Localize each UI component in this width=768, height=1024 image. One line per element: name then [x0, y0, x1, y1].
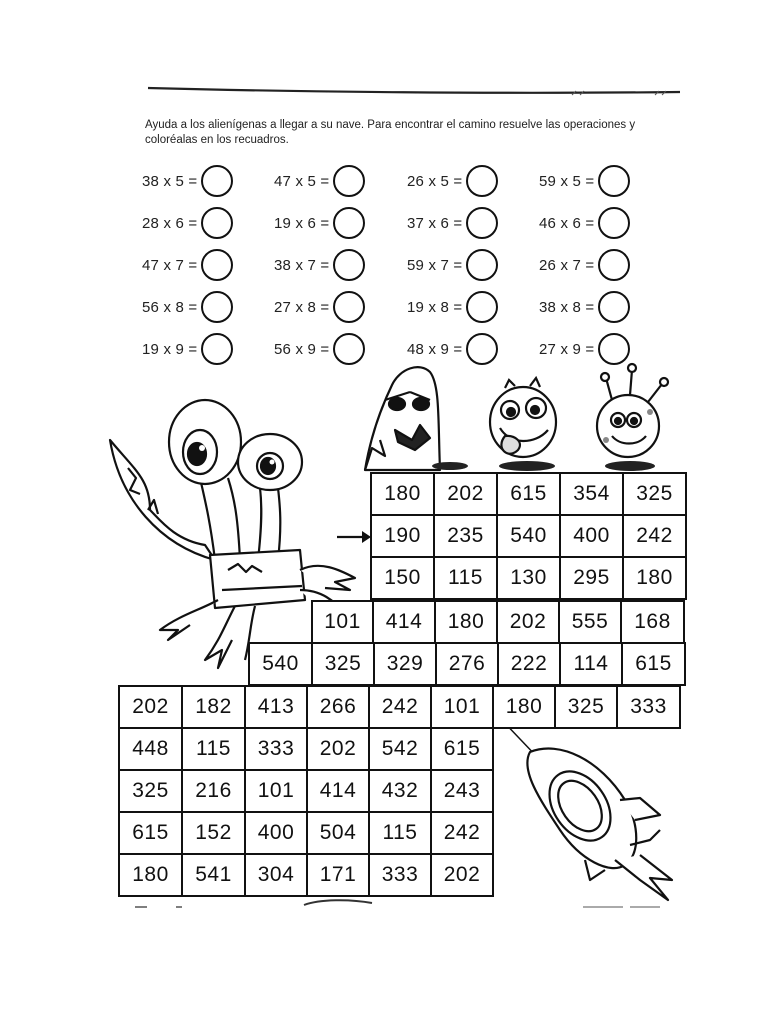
operation-label: 27 x 9 = [539, 340, 595, 358]
grid-cell[interactable]: 333 [244, 727, 308, 771]
grid-cell[interactable]: 115 [368, 811, 432, 855]
grid-cell[interactable]: 242 [368, 685, 432, 729]
tall-alien-icon [365, 367, 468, 470]
grid-cell[interactable]: 333 [616, 685, 681, 729]
grid-cell[interactable]: 115 [181, 727, 246, 771]
operation-label: 47 x 5 = [274, 172, 330, 190]
operation-label: 19 x 9 = [142, 340, 198, 358]
grid-cell[interactable]: 266 [306, 685, 370, 729]
grid-cell[interactable]: 130 [496, 556, 561, 600]
grid-cell[interactable]: 202 [118, 685, 183, 729]
grid-cell[interactable]: 180 [118, 853, 183, 897]
grid-cell[interactable]: 101 [244, 769, 308, 813]
operation-label: 46 x 6 = [539, 214, 595, 232]
grid-cell[interactable]: 242 [622, 514, 687, 558]
grid-cell[interactable]: 432 [368, 769, 432, 813]
grid-cell[interactable]: 414 [306, 769, 370, 813]
grid-cell[interactable]: 329 [373, 642, 437, 686]
grid-cell[interactable]: 304 [244, 853, 308, 897]
operation-label: 38 x 8 = [539, 298, 595, 316]
grid-cell[interactable]: 101 [430, 685, 494, 729]
grid-cell[interactable]: 168 [620, 600, 685, 644]
grid-cell[interactable]: 180 [434, 600, 498, 644]
operation-label: 37 x 6 = [407, 214, 463, 232]
operation-label: 26 x 5 = [407, 172, 463, 190]
grid-cell[interactable]: 114 [559, 642, 623, 686]
grid-cell[interactable]: 448 [118, 727, 183, 771]
grid-cell[interactable]: 615 [430, 727, 494, 771]
grid-cell[interactable]: 202 [433, 472, 498, 516]
grid-cell[interactable]: 615 [496, 472, 561, 516]
grid-cell[interactable]: 615 [621, 642, 686, 686]
grid-cell[interactable]: 243 [430, 769, 494, 813]
operation-label: 56 x 8 = [142, 298, 198, 316]
operation-label: 19 x 8 = [407, 298, 463, 316]
grid-cell[interactable]: 202 [496, 600, 560, 644]
grid-cell[interactable]: 400 [244, 811, 308, 855]
grid-cell[interactable]: 540 [248, 642, 313, 686]
operation-label: 56 x 9 = [274, 340, 330, 358]
grid-cell[interactable]: 413 [244, 685, 308, 729]
operation-label: 26 x 7 = [539, 256, 595, 274]
antenna-alien-icon [597, 364, 668, 471]
grid-cell[interactable]: 202 [306, 727, 370, 771]
grid-cell[interactable]: 540 [496, 514, 561, 558]
grid-cell[interactable]: 400 [559, 514, 624, 558]
operation-label: 59 x 7 = [407, 256, 463, 274]
footer-marks [0, 895, 768, 915]
operation-label: 38 x 5 = [142, 172, 198, 190]
grid-cell[interactable]: 190 [370, 514, 435, 558]
grid-cell[interactable]: 180 [492, 685, 556, 729]
operation-label: 48 x 9 = [407, 340, 463, 358]
operation-label: 27 x 8 = [274, 298, 330, 316]
rocket-icon [498, 716, 672, 900]
grid-cell[interactable]: 615 [118, 811, 183, 855]
operation-label: 59 x 5 = [539, 172, 595, 190]
grid-cell[interactable]: 182 [181, 685, 246, 729]
grid-cell[interactable]: 414 [372, 600, 436, 644]
grid-cell[interactable]: 202 [430, 853, 494, 897]
grid-cell[interactable]: 152 [181, 811, 246, 855]
instructions-text: Ayuda a los alienígenas a llegar a su nave. Para encontrar el camino resuelve las operaciones y coloréalas en los recuadros. [145, 119, 636, 146]
grid-cell[interactable]: 171 [306, 853, 370, 897]
tongue-alien-icon [490, 378, 556, 471]
grid-cell[interactable]: 325 [554, 685, 618, 729]
grid-cell[interactable]: 354 [559, 472, 624, 516]
grid-cell[interactable]: 504 [306, 811, 370, 855]
grid-cell[interactable]: 235 [433, 514, 498, 558]
operation-label: 28 x 6 = [142, 214, 198, 232]
grid-cell[interactable]: 101 [311, 600, 374, 644]
grid-cell[interactable]: 242 [430, 811, 494, 855]
start-arrow-icon [337, 531, 371, 543]
operation-label: 47 x 7 = [142, 256, 198, 274]
grid-cell[interactable]: 325 [622, 472, 687, 516]
operation-label: 19 x 6 = [274, 214, 330, 232]
grid-cell[interactable]: 180 [370, 472, 435, 516]
grid-cell[interactable]: 542 [368, 727, 432, 771]
grid-cell[interactable]: 325 [118, 769, 183, 813]
grid-cell[interactable]: 115 [433, 556, 498, 600]
grid-cell[interactable]: 541 [181, 853, 246, 897]
grid-cell[interactable]: 222 [497, 642, 561, 686]
grid-cell[interactable]: 180 [622, 556, 687, 600]
grid-cell[interactable]: 325 [311, 642, 375, 686]
grid-cell[interactable]: 276 [435, 642, 499, 686]
grid-cell[interactable]: 333 [368, 853, 432, 897]
grid-cell[interactable]: 150 [370, 556, 435, 600]
grid-cell[interactable]: 295 [559, 556, 624, 600]
operation-label: 38 x 7 = [274, 256, 330, 274]
grid-cell[interactable]: 555 [558, 600, 622, 644]
grid-cell[interactable]: 216 [181, 769, 246, 813]
